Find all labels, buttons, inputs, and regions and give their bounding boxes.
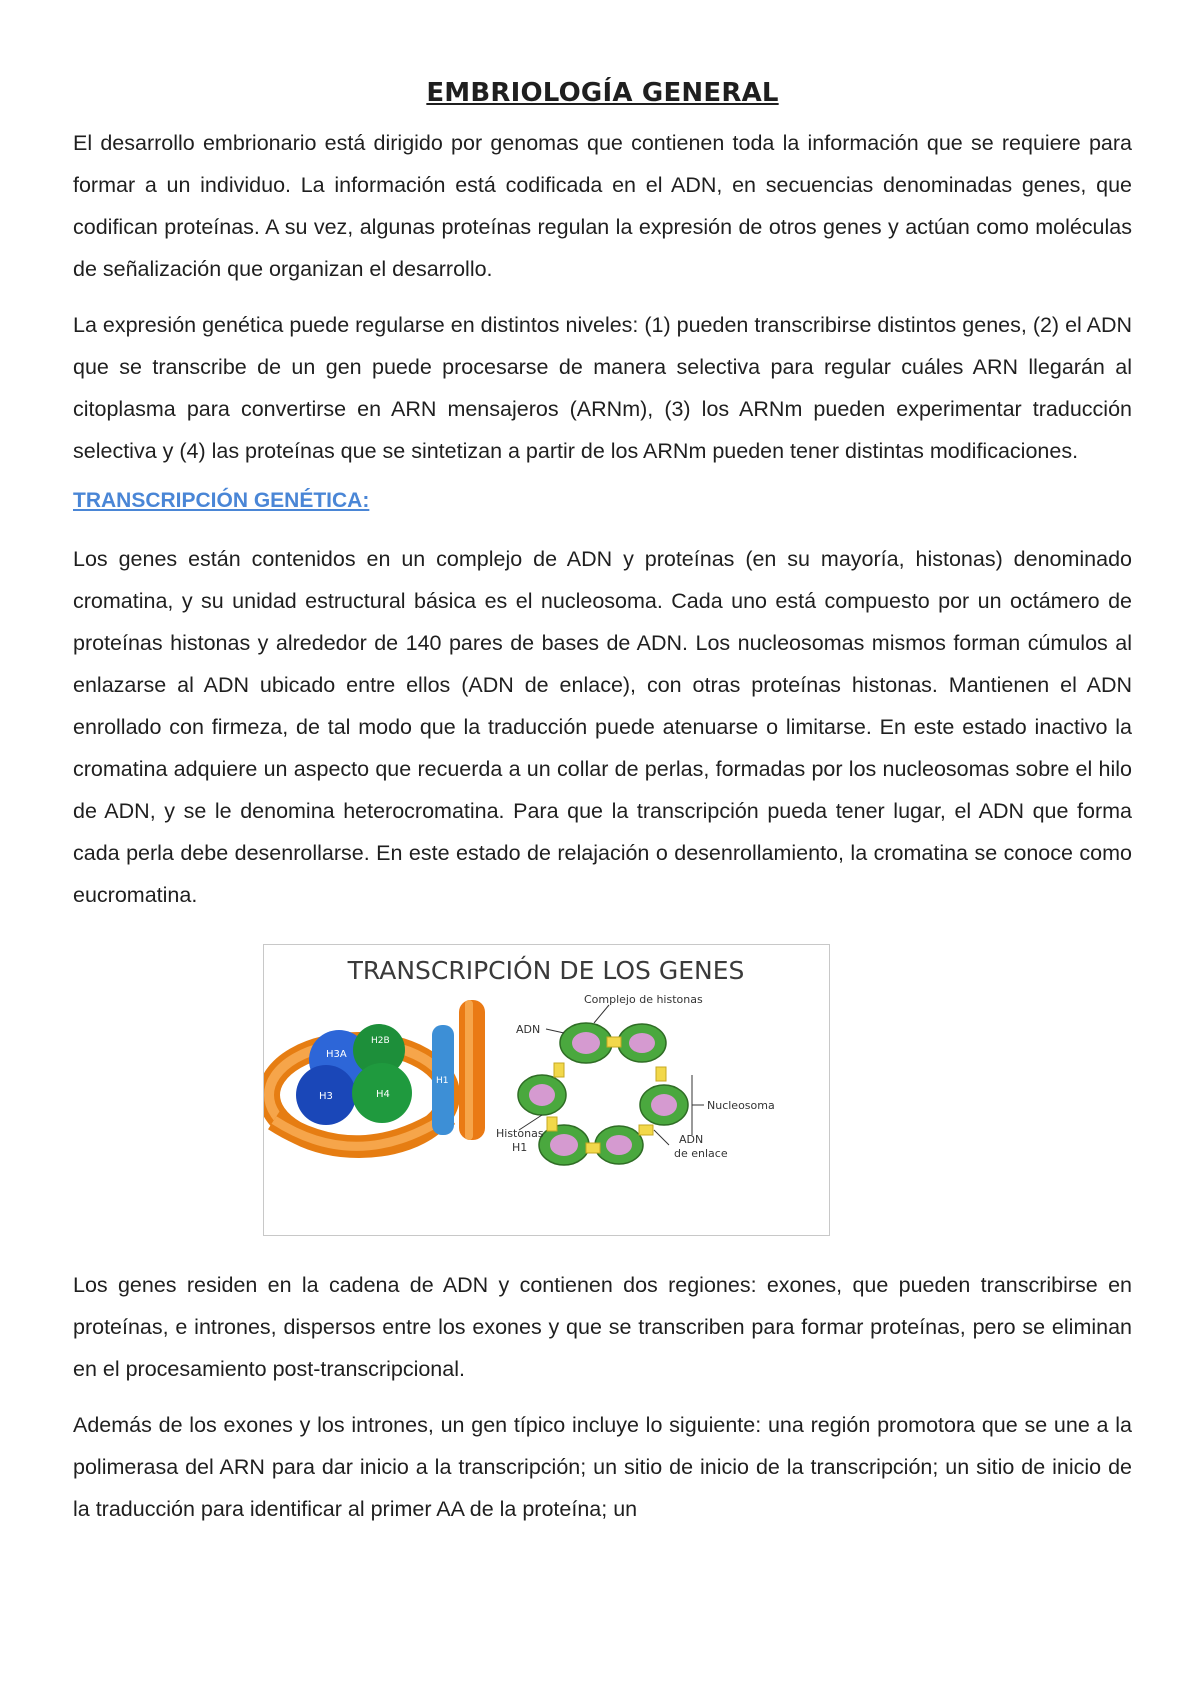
label-h1: H1	[512, 1141, 528, 1154]
histone-label-h3a: H3A	[326, 1049, 347, 1060]
document-page	[73, 78, 1132, 1544]
label-adn-enlace-2: de enlace	[674, 1147, 728, 1160]
label-nucleosoma: Nucleosoma	[707, 1099, 775, 1112]
document-title: EMBRIOLOGÍA GENERAL	[426, 78, 779, 108]
figure-title: TRANSCRIPCIÓN DE LOS GENES	[347, 956, 745, 985]
label-complejo-histonas: Complejo de histonas	[584, 993, 703, 1006]
paragraph-exones-intrones: Los genes residen en la cadena de ADN y contienen dos regiones: exones, que pueden transcribirse en proteínas, e intrones, dispersos entre los exones y que se transcriben para formar proteínas, pero se eliminan en el procesamiento post-transcripcional.	[73, 1273, 1132, 1381]
label-adn-enlace-1: ADN	[679, 1133, 704, 1146]
paragraph-cromatina: Los genes están contenidos en un complejo de ADN y proteínas (en su mayoría, histonas) denominado cromatina, y su unidad estructural básica es el nucleosoma. Cada uno está compuesto por un octámero de proteínas histonas y alrededor de 140 pares de bases de ADN. Los nucleosomas mismos forman cúmulos al enlazarse al ADN ubicado entre ellos (ADN de enlace), con otras proteínas histonas. Mantienen el ADN enrollado con firmeza, de tal modo que la traducción puede atenuarse o limitarse. En este estado inactivo la cromatina adquiere un aspecto que recuerda a un collar de perlas, formadas por los nucleosomas sobre el hilo de ADN, y se le denomina heterocromatina. Para que la transcripción pueda tener lugar, el ADN que forma cada perla debe desenrollarse. En este estado de relajación o desenrollamiento, la cromatina se conoce como eucromatina.	[73, 547, 1132, 907]
paragraph-intro-2: La expresión genética puede regularse en distintos niveles: (1) pueden transcribirse distintos genes, (2) el ADN que se transcribe de un gen puede procesarse de manera selectiva para regular cuáles ARN llegarán al citoplasma para convertirse en ARN mensajeros (ARNm), (3) los ARNm pueden experimentar traducción selectiva y (4) las proteínas que se sintetizan a partir de los ARNm pueden tener distintas modificaciones.	[73, 313, 1132, 463]
histone-label-h2b: H2B	[371, 1036, 390, 1046]
label-adn: ADN	[516, 1023, 541, 1036]
figure-transcripcion-genes	[263, 944, 830, 1236]
histone-label-h1: H1	[436, 1076, 449, 1086]
paragraph-gen-tipico: Además de los exones y los intrones, un gen típico incluye lo siguiente: una región promotora que se une a la polimerasa del ARN para dar inicio a la transcripción; un sitio de inicio de la transcripción; un sitio de inicio de la traducción para identificar al primer AA de la proteína; un	[73, 1413, 1132, 1521]
histone-label-h3: H3	[319, 1091, 333, 1102]
figure-illustration	[264, 945, 829, 1235]
nucleosome-3d-model	[269, 1000, 485, 1147]
histone-label-h4: H4	[376, 1089, 390, 1100]
paragraph-intro-1: El desarrollo embrionario está dirigido por genomas que contienen toda la información que se requiere para formar a un individuo. La información está codificada en el ADN, en secuencias denominadas genes, que codifican proteínas. A su vez, algunas proteínas regulan la expresión de otros genes y actúan como moléculas de señalización que organizan el desarrollo.	[73, 131, 1132, 281]
label-histonas: Histonas	[496, 1127, 544, 1140]
chromatin-ring-diagram	[496, 993, 775, 1165]
section-heading-transcripcion: TRANSCRIPCIÓN GENÉTICA:	[73, 489, 370, 512]
